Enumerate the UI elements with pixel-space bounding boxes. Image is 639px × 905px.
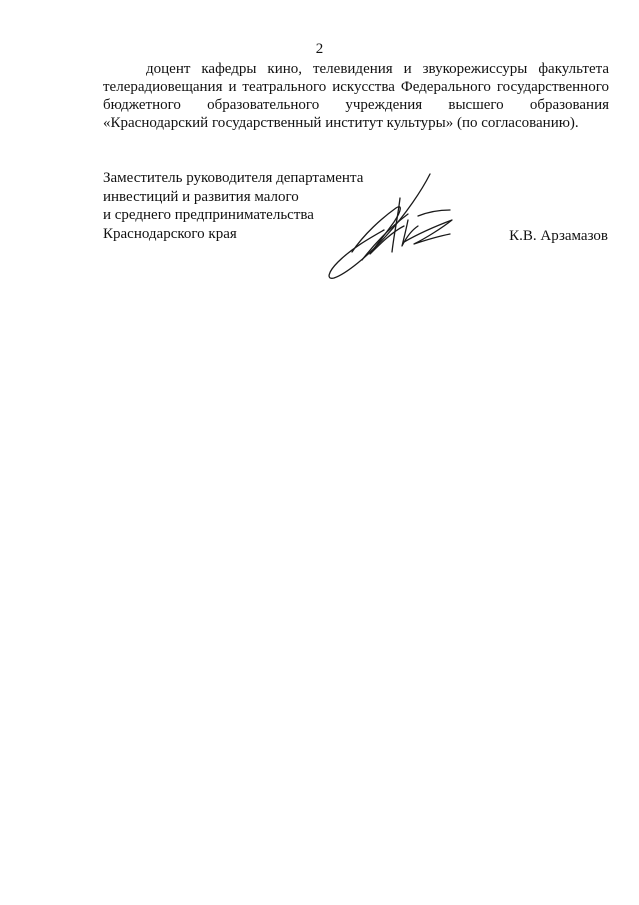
paragraph-line: бюджетного образовательного учреждения высшего образования (103, 97, 609, 113)
signer-title-line: и среднего предпринимательства (103, 207, 314, 223)
signer-title-line: Заместитель руководителя департамента (103, 170, 364, 186)
paragraph-line: доцент кафедры кино, телевидения и звукорежиссуры факультета (146, 61, 609, 77)
handwritten-signature-icon (322, 168, 457, 286)
paragraph-line: телерадиовещания и театрального искусства Федерального государственного (103, 79, 609, 95)
signer-title-line: Краснодарского края (103, 225, 237, 242)
signer-name: К.В. Арзамазов (509, 228, 608, 244)
body-paragraph (103, 60, 609, 132)
paragraph-line: «Краснодарский государственный институт культуры» (по согласованию). (103, 115, 579, 131)
page-number: 2 (315, 41, 324, 57)
signer-title-line: инвестиций и развития малого (103, 188, 299, 205)
